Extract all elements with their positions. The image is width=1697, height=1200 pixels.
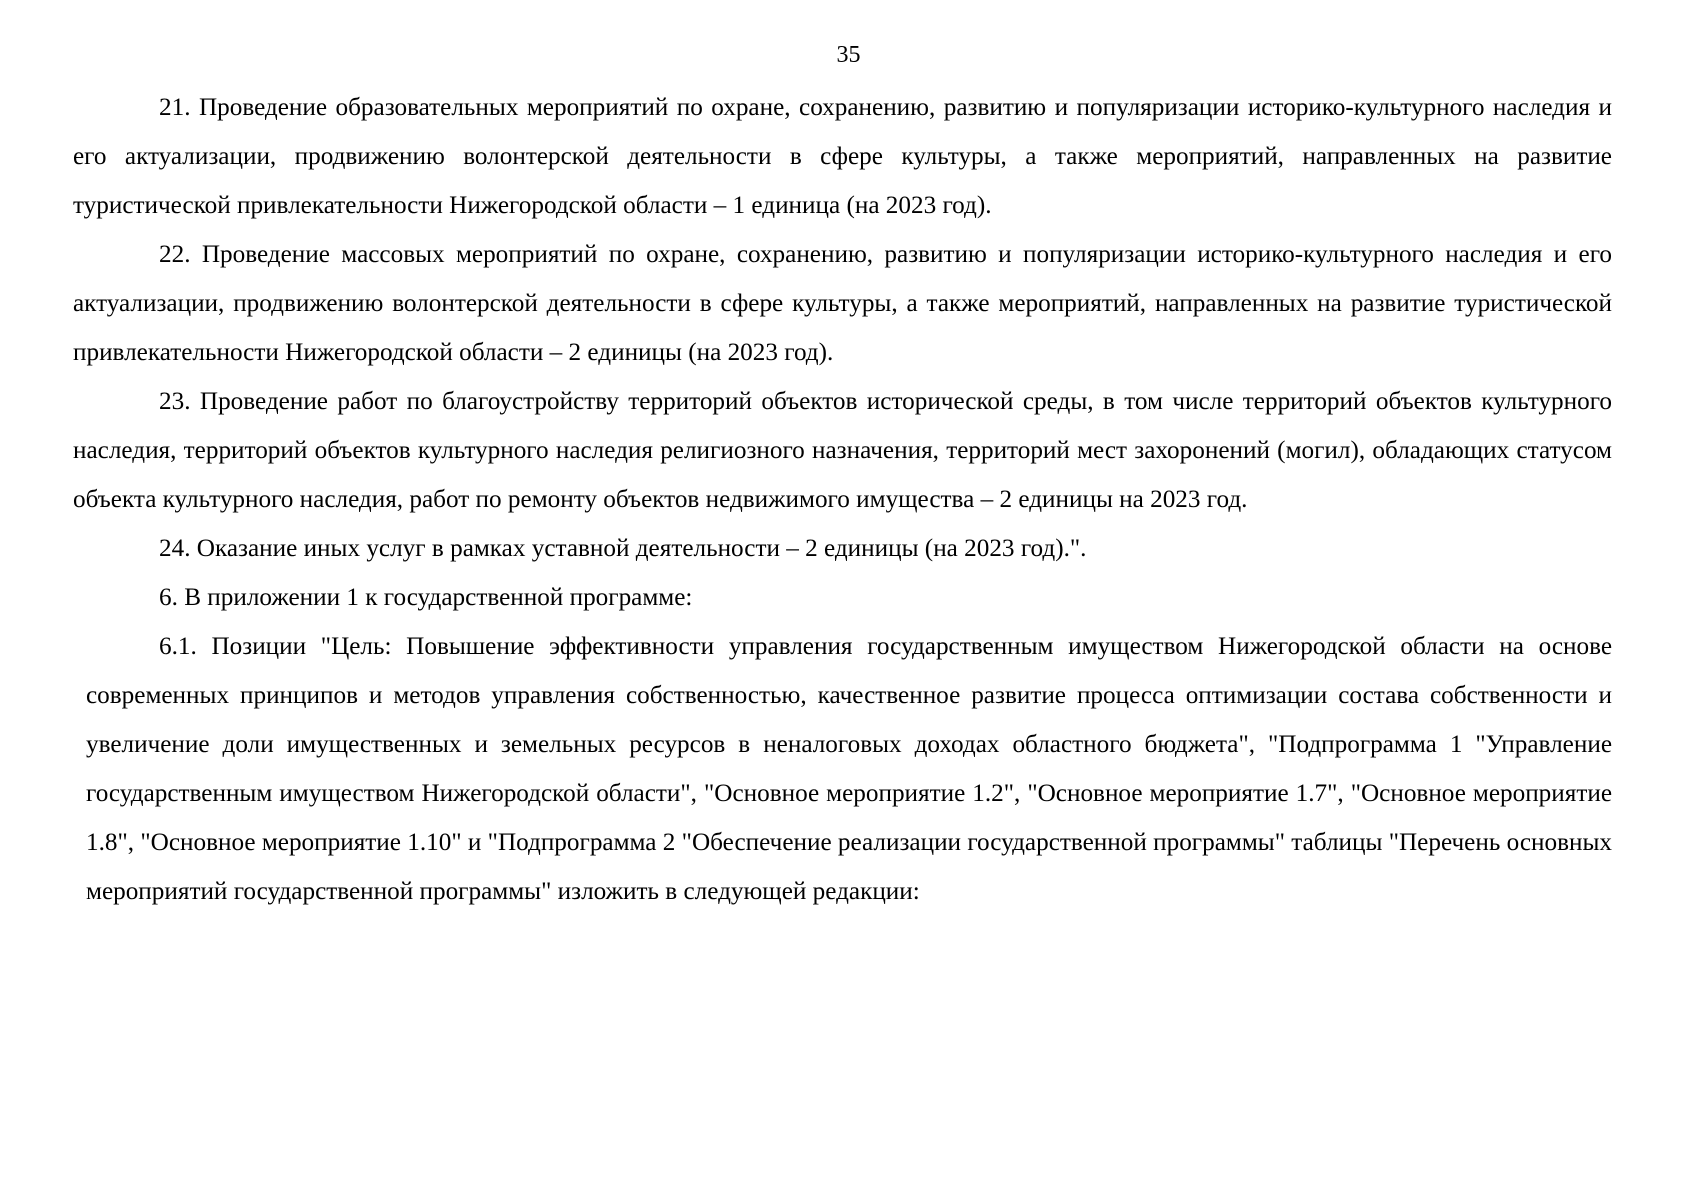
- paragraph-24: 24. Оказание иных услуг в рамках уставной деятельности – 2 единицы (на 2023 год).".: [159, 535, 1087, 562]
- page-number: 35: [836, 42, 861, 68]
- document-body: [73, 83, 1612, 916]
- paragraph-23: 23. Проведение работ по благоустройству территорий объектов исторической среды, в том числе территорий объектов культурного наследия, территорий объектов культурного наследия религиозного назначения, территорий мест захоронений (могил), обладающих статусом объекта культурного наследия, работ по ремонту объектов недвижимого имущества – 2 единицы на 2023 год.: [73, 388, 1612, 513]
- paragraph-6-1: 6.1. Позиции "Цель: Повышение эффективности управления государственным имуществом Нижегородской области на основе современных принципов и методов управления собственностью, качественное развитие процесса оптимизации состава собственности и увеличение доли имущественных и земельных ресурсов в неналоговых доходах областного бюджета", "Подпрограмма 1 "Управление государственным имуществом Нижегородской области", "Основное мероприятие 1.2", "Основное мероприятие 1.7", "Основное мероприятие 1.8", "Основное мероприятие 1.10" и "Подпрограмма 2 "Обеспечение реализации государственной программы" таблицы "Перечень основных мероприятий государственной программы" изложить в следующей редакции:: [86, 633, 1612, 905]
- paragraph-22: 22. Проведение массовых мероприятий по охране, сохранению, развитию и популяризации историко-культурного наследия и его актуализации, продвижению волонтерской деятельности в сфере культуры, а также мероприятий, направленных на развитие туристической привлекательности Нижегородской области – 2 единицы (на 2023 год).: [73, 241, 1612, 366]
- paragraph-6: 6. В приложении 1 к государственной программе:: [159, 584, 693, 611]
- paragraph-21: 21. Проведение образовательных мероприятий по охране, сохранению, развитию и популяризации историко-культурного наследия и его актуализации, продвижению волонтерской деятельности в сфере культуры, а также мероприятий, направленных на развитие туристической привлекательности Нижегородской области – 1 единица (на 2023 год).: [73, 94, 1612, 219]
